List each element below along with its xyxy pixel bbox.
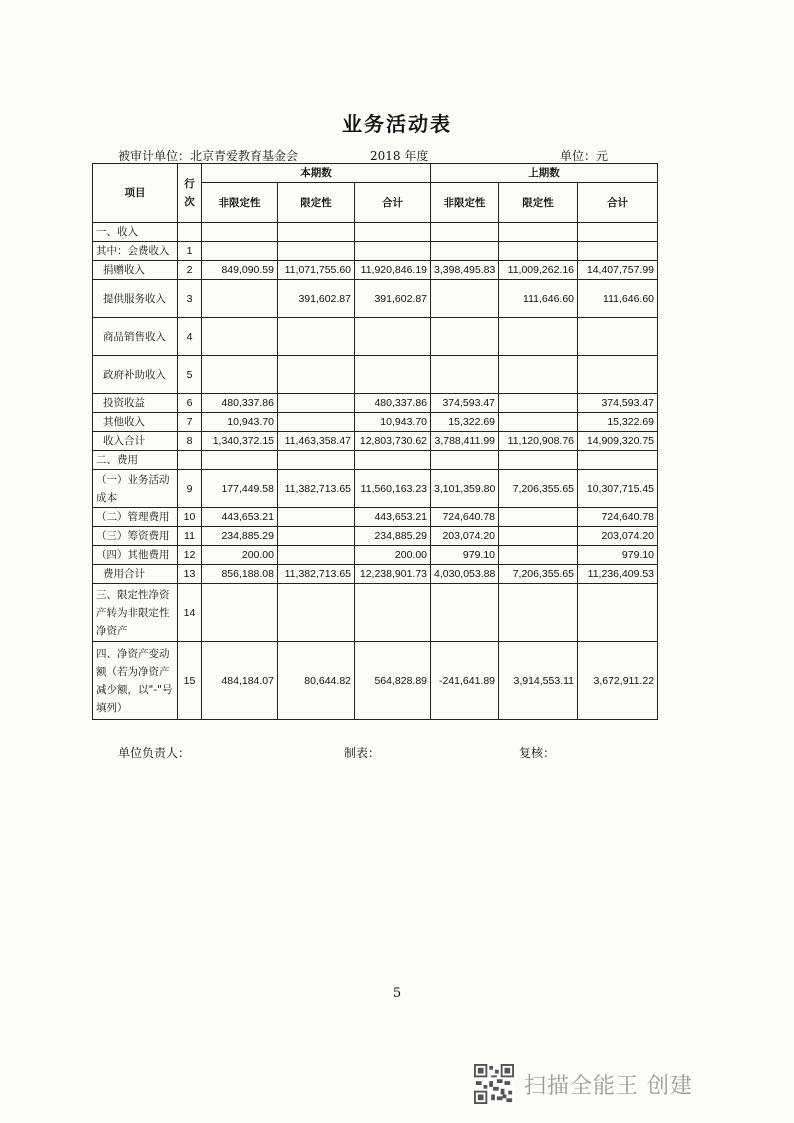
- previous-restricted-cell: 111,646.60: [499, 280, 578, 318]
- header-previous-restricted: 限定性: [499, 183, 578, 223]
- current-total-cell: 443,653.21: [355, 508, 431, 527]
- table-row: [93, 527, 658, 546]
- previous-total-cell: 724,640.78: [578, 508, 658, 527]
- previous-unrestricted-cell: -241,641.89: [431, 642, 499, 720]
- row-label: 商品销售收入: [93, 318, 178, 356]
- row-label: 收入合计: [93, 432, 178, 451]
- header-previous-unrestricted: 非限定性: [431, 183, 499, 223]
- watermark-text: 扫描全能王 创建: [524, 1073, 693, 1099]
- current-restricted-cell: [278, 546, 355, 565]
- row-label: （一）业务活动成本: [93, 470, 178, 508]
- previous-total-cell: 979.10: [578, 546, 658, 565]
- row-label: （四）其他费用: [93, 546, 178, 565]
- row-line-number: 2: [178, 261, 202, 280]
- current-unrestricted-cell: [202, 318, 278, 356]
- current-restricted-cell: 11,382,713.65: [278, 565, 355, 584]
- table-row: [93, 318, 658, 356]
- previous-unrestricted-cell: 203,074.20: [431, 527, 499, 546]
- current-total-cell: 480,337.86: [355, 394, 431, 413]
- current-unrestricted-cell: [202, 242, 278, 261]
- signature-head: 单位负责人：: [118, 746, 191, 760]
- current-unrestricted-cell: [202, 356, 278, 394]
- current-restricted-cell: [278, 413, 355, 432]
- current-unrestricted-cell: [202, 584, 278, 642]
- previous-unrestricted-cell: [431, 280, 499, 318]
- row-label: 一、收入: [93, 223, 178, 242]
- previous-total-cell: 14,909,320.75: [578, 432, 658, 451]
- previous-unrestricted-cell: [431, 242, 499, 261]
- table-row: [93, 242, 658, 261]
- row-line-number: 3: [178, 280, 202, 318]
- previous-unrestricted-cell: [431, 318, 499, 356]
- row-label: 提供服务收入: [93, 280, 178, 318]
- current-total-cell: 234,885.29: [355, 527, 431, 546]
- previous-total-cell: 3,672,911.22: [578, 642, 658, 720]
- previous-unrestricted-cell: [431, 451, 499, 470]
- current-unrestricted-cell: [202, 451, 278, 470]
- previous-unrestricted-cell: [431, 584, 499, 642]
- current-total-cell: [355, 318, 431, 356]
- header-current-restricted: 限定性: [278, 183, 355, 223]
- header-current: 本期数: [202, 164, 431, 183]
- current-unrestricted-cell: 484,184.07: [202, 642, 278, 720]
- row-line-number: [178, 451, 202, 470]
- current-restricted-cell: 11,382,713.65: [278, 470, 355, 508]
- row-line-number: 4: [178, 318, 202, 356]
- current-unrestricted-cell: 443,653.21: [202, 508, 278, 527]
- previous-unrestricted-cell: 3,788,411.99: [431, 432, 499, 451]
- current-unrestricted-cell: 10,943.70: [202, 413, 278, 432]
- auditee-label: 被审计单位：北京青爱教育基金会: [118, 149, 299, 163]
- previous-restricted-cell: [499, 356, 578, 394]
- current-unrestricted-cell: 234,885.29: [202, 527, 278, 546]
- page-title: 业务活动表: [342, 112, 452, 136]
- current-unrestricted-cell: 480,337.86: [202, 394, 278, 413]
- current-total-cell: 11,920,846.19: [355, 261, 431, 280]
- table-body: [93, 223, 658, 720]
- row-label: 捐赠收入: [93, 261, 178, 280]
- current-restricted-cell: [278, 527, 355, 546]
- previous-restricted-cell: [499, 584, 578, 642]
- previous-restricted-cell: [499, 318, 578, 356]
- signature-reviewer: 复核：: [519, 746, 556, 760]
- unit-label: 单位：元: [560, 149, 609, 163]
- previous-total-cell: 15,322.69: [578, 413, 658, 432]
- table-row: [93, 584, 658, 642]
- previous-restricted-cell: [499, 394, 578, 413]
- current-unrestricted-cell: 849,090.59: [202, 261, 278, 280]
- table-row: [93, 394, 658, 413]
- previous-restricted-cell: [499, 546, 578, 565]
- table-row: [93, 470, 658, 508]
- previous-restricted-cell: [499, 223, 578, 242]
- current-unrestricted-cell: 1,340,372.15: [202, 432, 278, 451]
- table-row: [93, 261, 658, 280]
- table-row: [93, 356, 658, 394]
- current-restricted-cell: 391,602.87: [278, 280, 355, 318]
- current-unrestricted-cell: 177,449.58: [202, 470, 278, 508]
- previous-unrestricted-cell: 724,640.78: [431, 508, 499, 527]
- row-line-number: 12: [178, 546, 202, 565]
- row-line-number: 15: [178, 642, 202, 720]
- current-total-cell: 200.00: [355, 546, 431, 565]
- previous-total-cell: [578, 451, 658, 470]
- table-row: [93, 642, 658, 720]
- current-total-cell: 564,828.89: [355, 642, 431, 720]
- header-item: 项目: [93, 164, 178, 223]
- previous-unrestricted-cell: 979.10: [431, 546, 499, 565]
- table-row: [93, 223, 658, 242]
- table-row: [93, 413, 658, 432]
- table-row: [93, 280, 658, 318]
- row-label: 二、费用: [93, 451, 178, 470]
- current-unrestricted-cell: 856,188.08: [202, 565, 278, 584]
- year-label: 2018 年度: [370, 149, 429, 163]
- current-unrestricted-cell: 200.00: [202, 546, 278, 565]
- current-total-cell: 12,803,730.62: [355, 432, 431, 451]
- table-row: [93, 565, 658, 584]
- row-label: 政府补助收入: [93, 356, 178, 394]
- row-label: 投资收益: [93, 394, 178, 413]
- header-previous: 上期数: [431, 164, 658, 183]
- current-restricted-cell: [278, 508, 355, 527]
- header-current-unrestricted: 非限定性: [202, 183, 278, 223]
- header-current-total: 合计: [355, 183, 431, 223]
- previous-unrestricted-cell: [431, 223, 499, 242]
- row-line-number: 7: [178, 413, 202, 432]
- previous-restricted-cell: [499, 242, 578, 261]
- previous-unrestricted-cell: 15,322.69: [431, 413, 499, 432]
- table-row: [93, 546, 658, 565]
- current-restricted-cell: [278, 356, 355, 394]
- current-total-cell: [355, 356, 431, 394]
- header-previous-total: 合计: [578, 183, 658, 223]
- current-total-cell: 391,602.87: [355, 280, 431, 318]
- row-label: 其他收入: [93, 413, 178, 432]
- previous-restricted-cell: 11,120,908.76: [499, 432, 578, 451]
- current-restricted-cell: 11,463,358.47: [278, 432, 355, 451]
- previous-total-cell: [578, 242, 658, 261]
- current-restricted-cell: [278, 451, 355, 470]
- row-line-number: 10: [178, 508, 202, 527]
- previous-total-cell: [578, 584, 658, 642]
- current-total-cell: 12,238,901.73: [355, 565, 431, 584]
- previous-total-cell: 10,307,715.45: [578, 470, 658, 508]
- row-label: 四、净资产变动额（若为净资产减少额，以"-"号填列）: [93, 642, 178, 720]
- row-line-number: 6: [178, 394, 202, 413]
- row-line-number: [178, 223, 202, 242]
- current-total-cell: 10,943.70: [355, 413, 431, 432]
- row-line-number: 14: [178, 584, 202, 642]
- previous-restricted-cell: 7,206,355.65: [499, 470, 578, 508]
- previous-total-cell: 374,593.47: [578, 394, 658, 413]
- previous-unrestricted-cell: 3,398,495.83: [431, 261, 499, 280]
- signature-preparer: 制表：: [344, 746, 381, 760]
- table-row: [93, 451, 658, 470]
- row-label: 其中：会费收入: [93, 242, 178, 261]
- row-label: （三）筹资费用: [93, 527, 178, 546]
- current-restricted-cell: [278, 584, 355, 642]
- previous-total-cell: 111,646.60: [578, 280, 658, 318]
- current-restricted-cell: [278, 242, 355, 261]
- previous-total-cell: [578, 356, 658, 394]
- previous-unrestricted-cell: [431, 356, 499, 394]
- row-label: 费用合计: [93, 565, 178, 584]
- previous-restricted-cell: 7,206,355.65: [499, 565, 578, 584]
- row-line-number: 8: [178, 432, 202, 451]
- row-line-number: 5: [178, 356, 202, 394]
- row-line-number: 1: [178, 242, 202, 261]
- row-line-number: 13: [178, 565, 202, 584]
- previous-total-cell: 11,236,409.53: [578, 565, 658, 584]
- previous-unrestricted-cell: 4,030,053.88: [431, 565, 499, 584]
- previous-restricted-cell: [499, 508, 578, 527]
- page-number: 5: [392, 986, 402, 1001]
- current-total-cell: [355, 242, 431, 261]
- row-line-number: 9: [178, 470, 202, 508]
- row-label: （二）管理费用: [93, 508, 178, 527]
- current-restricted-cell: [278, 318, 355, 356]
- current-restricted-cell: 80,644.82: [278, 642, 355, 720]
- current-total-cell: 11,560,163.23: [355, 470, 431, 508]
- table-row: [93, 508, 658, 527]
- qr-code-icon: [474, 1064, 514, 1104]
- previous-unrestricted-cell: 374,593.47: [431, 394, 499, 413]
- current-total-cell: [355, 584, 431, 642]
- row-label: 三、限定性净资产转为非限定性净资产: [93, 584, 178, 642]
- current-restricted-cell: 11,071,755.60: [278, 261, 355, 280]
- current-total-cell: [355, 223, 431, 242]
- previous-unrestricted-cell: 3,101,359.80: [431, 470, 499, 508]
- scanner-watermark: [474, 1064, 774, 1104]
- previous-total-cell: [578, 318, 658, 356]
- table-row: [93, 432, 658, 451]
- previous-restricted-cell: 11,009,262.16: [499, 261, 578, 280]
- activity-table: [92, 163, 658, 720]
- row-line-number: 11: [178, 527, 202, 546]
- previous-restricted-cell: 3,914,553.11: [499, 642, 578, 720]
- current-total-cell: [355, 451, 431, 470]
- current-unrestricted-cell: [202, 223, 278, 242]
- previous-restricted-cell: [499, 527, 578, 546]
- previous-restricted-cell: [499, 413, 578, 432]
- current-restricted-cell: [278, 394, 355, 413]
- current-restricted-cell: [278, 223, 355, 242]
- previous-restricted-cell: [499, 451, 578, 470]
- current-unrestricted-cell: [202, 280, 278, 318]
- previous-total-cell: 14,407,757.99: [578, 261, 658, 280]
- previous-total-cell: 203,074.20: [578, 527, 658, 546]
- previous-total-cell: [578, 223, 658, 242]
- header-line: 行次: [178, 164, 202, 223]
